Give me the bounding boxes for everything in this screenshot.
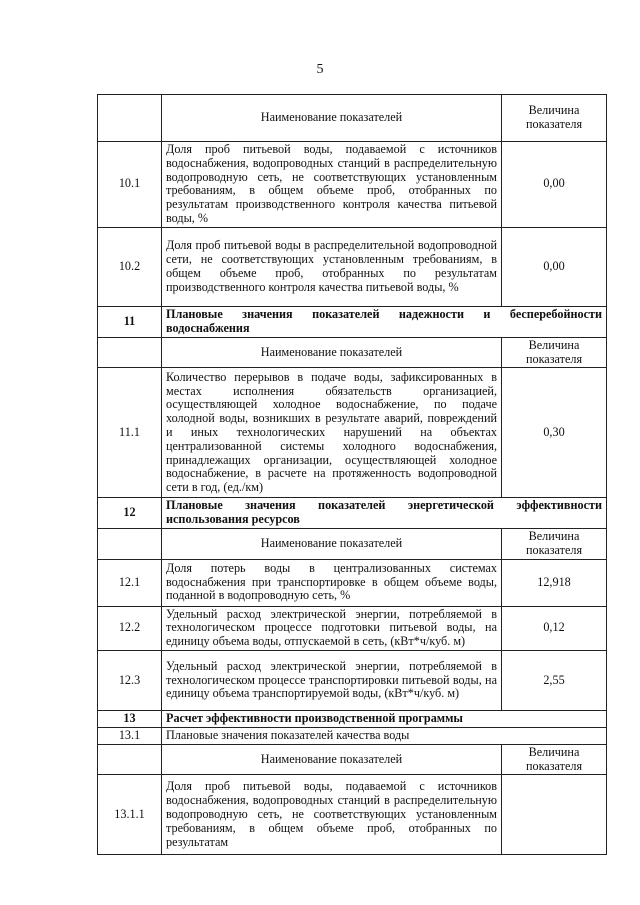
indicator-value: 0,30 <box>502 368 607 498</box>
table-row-section <box>98 710 607 727</box>
section-title: Плановые значения показателей энергетической эффективности использования ресурсов <box>162 498 607 529</box>
section-title: Расчет эффективности производственной программы <box>162 710 607 727</box>
table-row-item <box>98 368 607 498</box>
indicator-description: Количество перерывов в подаче воды, зафиксированных в местах исполнения обязательств организацией, осуществляющей холодное водоснабжение, по подаче холодной воды, возникших в результате аварий, повреждений и иных технологических нарушений на объектах централизованной системы холодного водоснабжения, принадлежащих организации, осуществляющей холодное водоснабжение, в расчете на протяженность водопроводной сети в год, (ед./км) <box>162 368 502 498</box>
header-name-cell: Наименование показателей <box>162 337 502 368</box>
indicator-number: 12.2 <box>98 606 162 650</box>
header-empty-cell <box>98 744 162 775</box>
table-row-header <box>98 95 607 142</box>
table-row-header <box>98 337 607 368</box>
header-value-cell: Величина показателя <box>502 744 607 775</box>
table-row-header <box>98 528 607 559</box>
header-value-cell: Величина показателя <box>502 95 607 142</box>
table-row-item <box>98 606 607 650</box>
indicator-description: Доля потерь воды в централизованных системах водоснабжения при транспортировке в общем объеме воды, поданной в водопроводную сеть, % <box>162 559 502 606</box>
header-name-cell: Наименование показателей <box>162 528 502 559</box>
indicator-description: Доля проб питьевой воды, подаваемой с источников водоснабжения, водопроводных станций в распределительную водопроводную сеть, не соответствующих установленным требованиям, в общем объеме проб, отобранных по результатам производственного контроля качества питьевой воды, % <box>162 142 502 228</box>
indicator-number: 12.1 <box>98 559 162 606</box>
table-row-header <box>98 744 607 775</box>
table-row-section <box>98 306 607 337</box>
indicator-value <box>502 775 607 855</box>
indicator-number: 11.1 <box>98 368 162 498</box>
subsection-number: 13.1 <box>98 727 162 744</box>
section-number: 13 <box>98 710 162 727</box>
header-name-cell: Наименование показателей <box>162 744 502 775</box>
indicator-description: Удельный расход электрической энергии, потребляемой в технологическом процессе подготовки питьевой воды, на единицу объема воды, отпускаемой в сеть, (кВт*ч/куб. м) <box>162 606 502 650</box>
table-row-section <box>98 498 607 529</box>
indicator-number: 12.3 <box>98 650 162 710</box>
header-name-cell: Наименование показателей <box>162 95 502 142</box>
indicator-value: 0,12 <box>502 606 607 650</box>
table-row-item <box>98 227 607 306</box>
header-empty-cell <box>98 337 162 368</box>
header-value-cell: Величина показателя <box>502 528 607 559</box>
indicator-number: 13.1.1 <box>98 775 162 855</box>
header-empty-cell <box>98 95 162 142</box>
table-row-item <box>98 142 607 228</box>
section-number: 12 <box>98 498 162 529</box>
indicator-number: 10.2 <box>98 227 162 306</box>
subsection-title: Плановые значения показателей качества воды <box>162 727 607 744</box>
table-row-item <box>98 775 607 855</box>
header-value-cell: Величина показателя <box>502 337 607 368</box>
indicator-description: Доля проб питьевой воды, подаваемой с источников водоснабжения, водопроводных станций в распределительную водопроводную сеть, не соответствующих установленным требованиям, в общем объеме проб, отобранных по результатам <box>162 775 502 855</box>
section-title: Плановые значения показателей надежности и бесперебойности водоснабжения <box>162 306 607 337</box>
indicator-value: 12,918 <box>502 559 607 606</box>
indicator-number: 10.1 <box>98 142 162 228</box>
table-row-item <box>98 559 607 606</box>
indicators-table <box>97 94 607 855</box>
indicator-description: Удельный расход электрической энергии, потребляемой в технологическом процессе транспортировки питьевой воды, на единицу объема транспортируемой воды, (кВт*ч/куб. м) <box>162 650 502 710</box>
page-number: 5 <box>316 62 324 77</box>
indicator-description: Доля проб питьевой воды в распределительной водопроводной сети, не соответствующих установленным требованиям, в общем объеме проб, отобранных по результатам производственного контроля качества питьевой воды, % <box>162 227 502 306</box>
indicator-value: 0,00 <box>502 227 607 306</box>
header-empty-cell <box>98 528 162 559</box>
indicator-value: 2,55 <box>502 650 607 710</box>
section-number: 11 <box>98 306 162 337</box>
table-row-subsection <box>98 727 607 744</box>
table-row-item <box>98 650 607 710</box>
indicator-value: 0,00 <box>502 142 607 228</box>
